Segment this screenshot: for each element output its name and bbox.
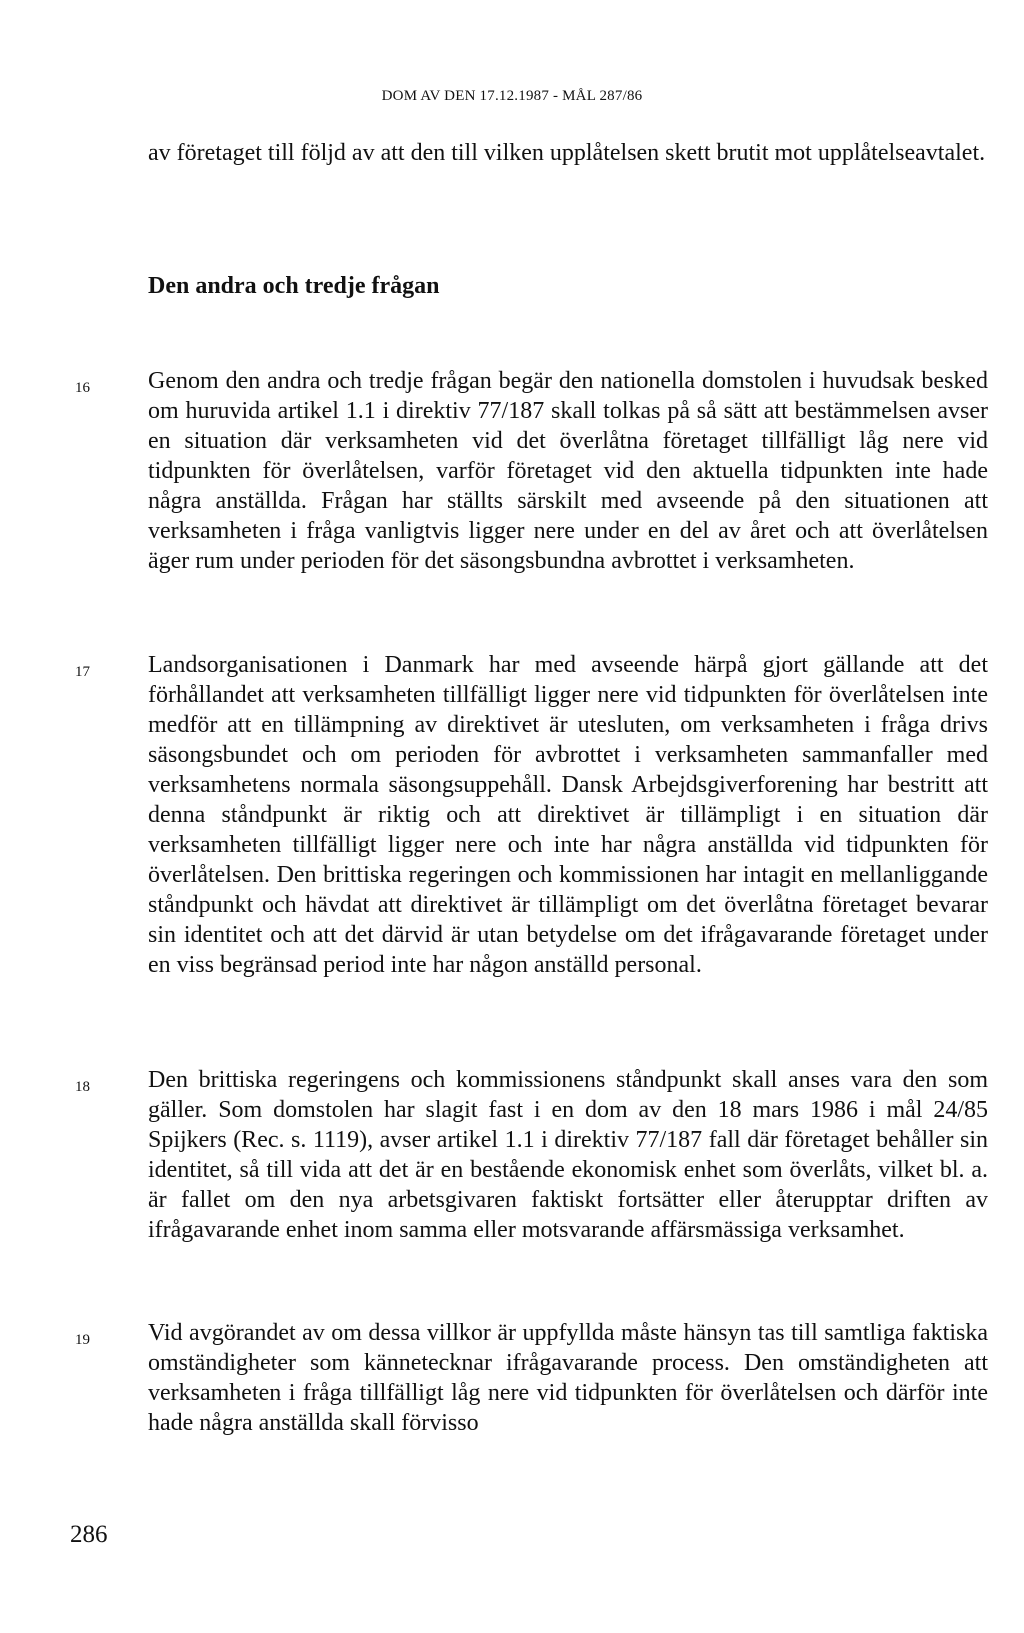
intro-text: av företaget till följd av att den till vilken upplåtelsen skett brutit mot upplåtelseavtalet. xyxy=(148,140,986,166)
paragraph-number-17: 17 xyxy=(75,664,90,680)
running-header: DOM AV DEN 17.12.1987 - MÅL 287/86 xyxy=(381,88,643,104)
paragraph-17-text: Landsorganisationen i Danmark har med avseende härpå gjort gällande att det förhållandet att verksamheten tillfälligt ligger nere vid tidpunkten för överlåtelsen inte medför att en tillämpning av direktivet är utesluten, om verksamheten i fråga drivs säsongsbundet och om perioden för avbrottet i verksamheten sammanfaller med verksamhetens normala säsongsuppehåll. Dansk Arbejdsgiverforening har bestritt att denna ståndpunkt är riktig och att direktivet är tillämpligt i en situation där verksamheten tillfälligt ligger nere och inte har några anställda vid tidpunkten för överlåtelsen. Den brittiska regeringen och kommissionen har intagit en mellanliggande ståndpunkt och hävdat att direktivet är tillämpligt om det överlåtna företaget bevarar sin identitet och att det därvid är utan betydelse om det ifrågavarande företaget under en viss begränsad period inte har någon anställd personal. xyxy=(148,652,988,978)
paragraph-number-16: 16 xyxy=(75,380,90,396)
paragraph-number-19: 19 xyxy=(75,1332,90,1348)
page-number: 286 xyxy=(70,1521,108,1548)
paragraph-19-text: Vid avgörandet av om dessa villkor är uppfyllda måste hänsyn tas till samtliga faktiska omständigheter som kännetecknar ifrågavarande process. Den omständigheten att verksamheten i fråga tillfälligt låg nere vid tidpunkten för överlåtelsen och därför inte hade några anställda skall förvisso xyxy=(148,1320,988,1436)
paragraph-number-18: 18 xyxy=(75,1079,90,1095)
paragraph-18-text: Den brittiska regeringens och kommissionens ståndpunkt skall anses vara den som gäller. Som domstolen har slagit fast i en dom av den 18 mars 1986 i mål 24/85 Spijkers (Rec. s. 1119), avser artikel 1.1 i direktiv 77/187 fall där företaget behåller sin identitet, så till vida att det är en bestående ekonomisk enhet som överlåts, vilket bl. a. är fallet om den nya arbetsgivaren faktiskt fortsätter eller återupptar driften av ifrågavarande enhet inom samma eller motsvarande affärsmässiga verksamhet. xyxy=(148,1067,988,1243)
paragraph-16-text: Genom den andra och tredje frågan begär den nationella domstolen i huvudsak besked om huruvida artikel 1.1 i direktiv 77/187 skall tolkas på så sätt att bestämmelsen avser en situation där verksamheten vid det överlåtna företaget tillfälligt låg nere vid tidpunkten för överlåtelsen, varför företaget vid den aktuella tidpunkten inte hade några anställda. Frågan har ställts särskilt med avseende på den situationen att verksamheten i fråga vanligtvis ligger nere under en del av året och att överlåtelsen äger rum under perioden för det säsongsbundna avbrottet i verksamheten. xyxy=(148,368,988,574)
section-heading: Den andra och tredje frågan xyxy=(148,273,440,299)
